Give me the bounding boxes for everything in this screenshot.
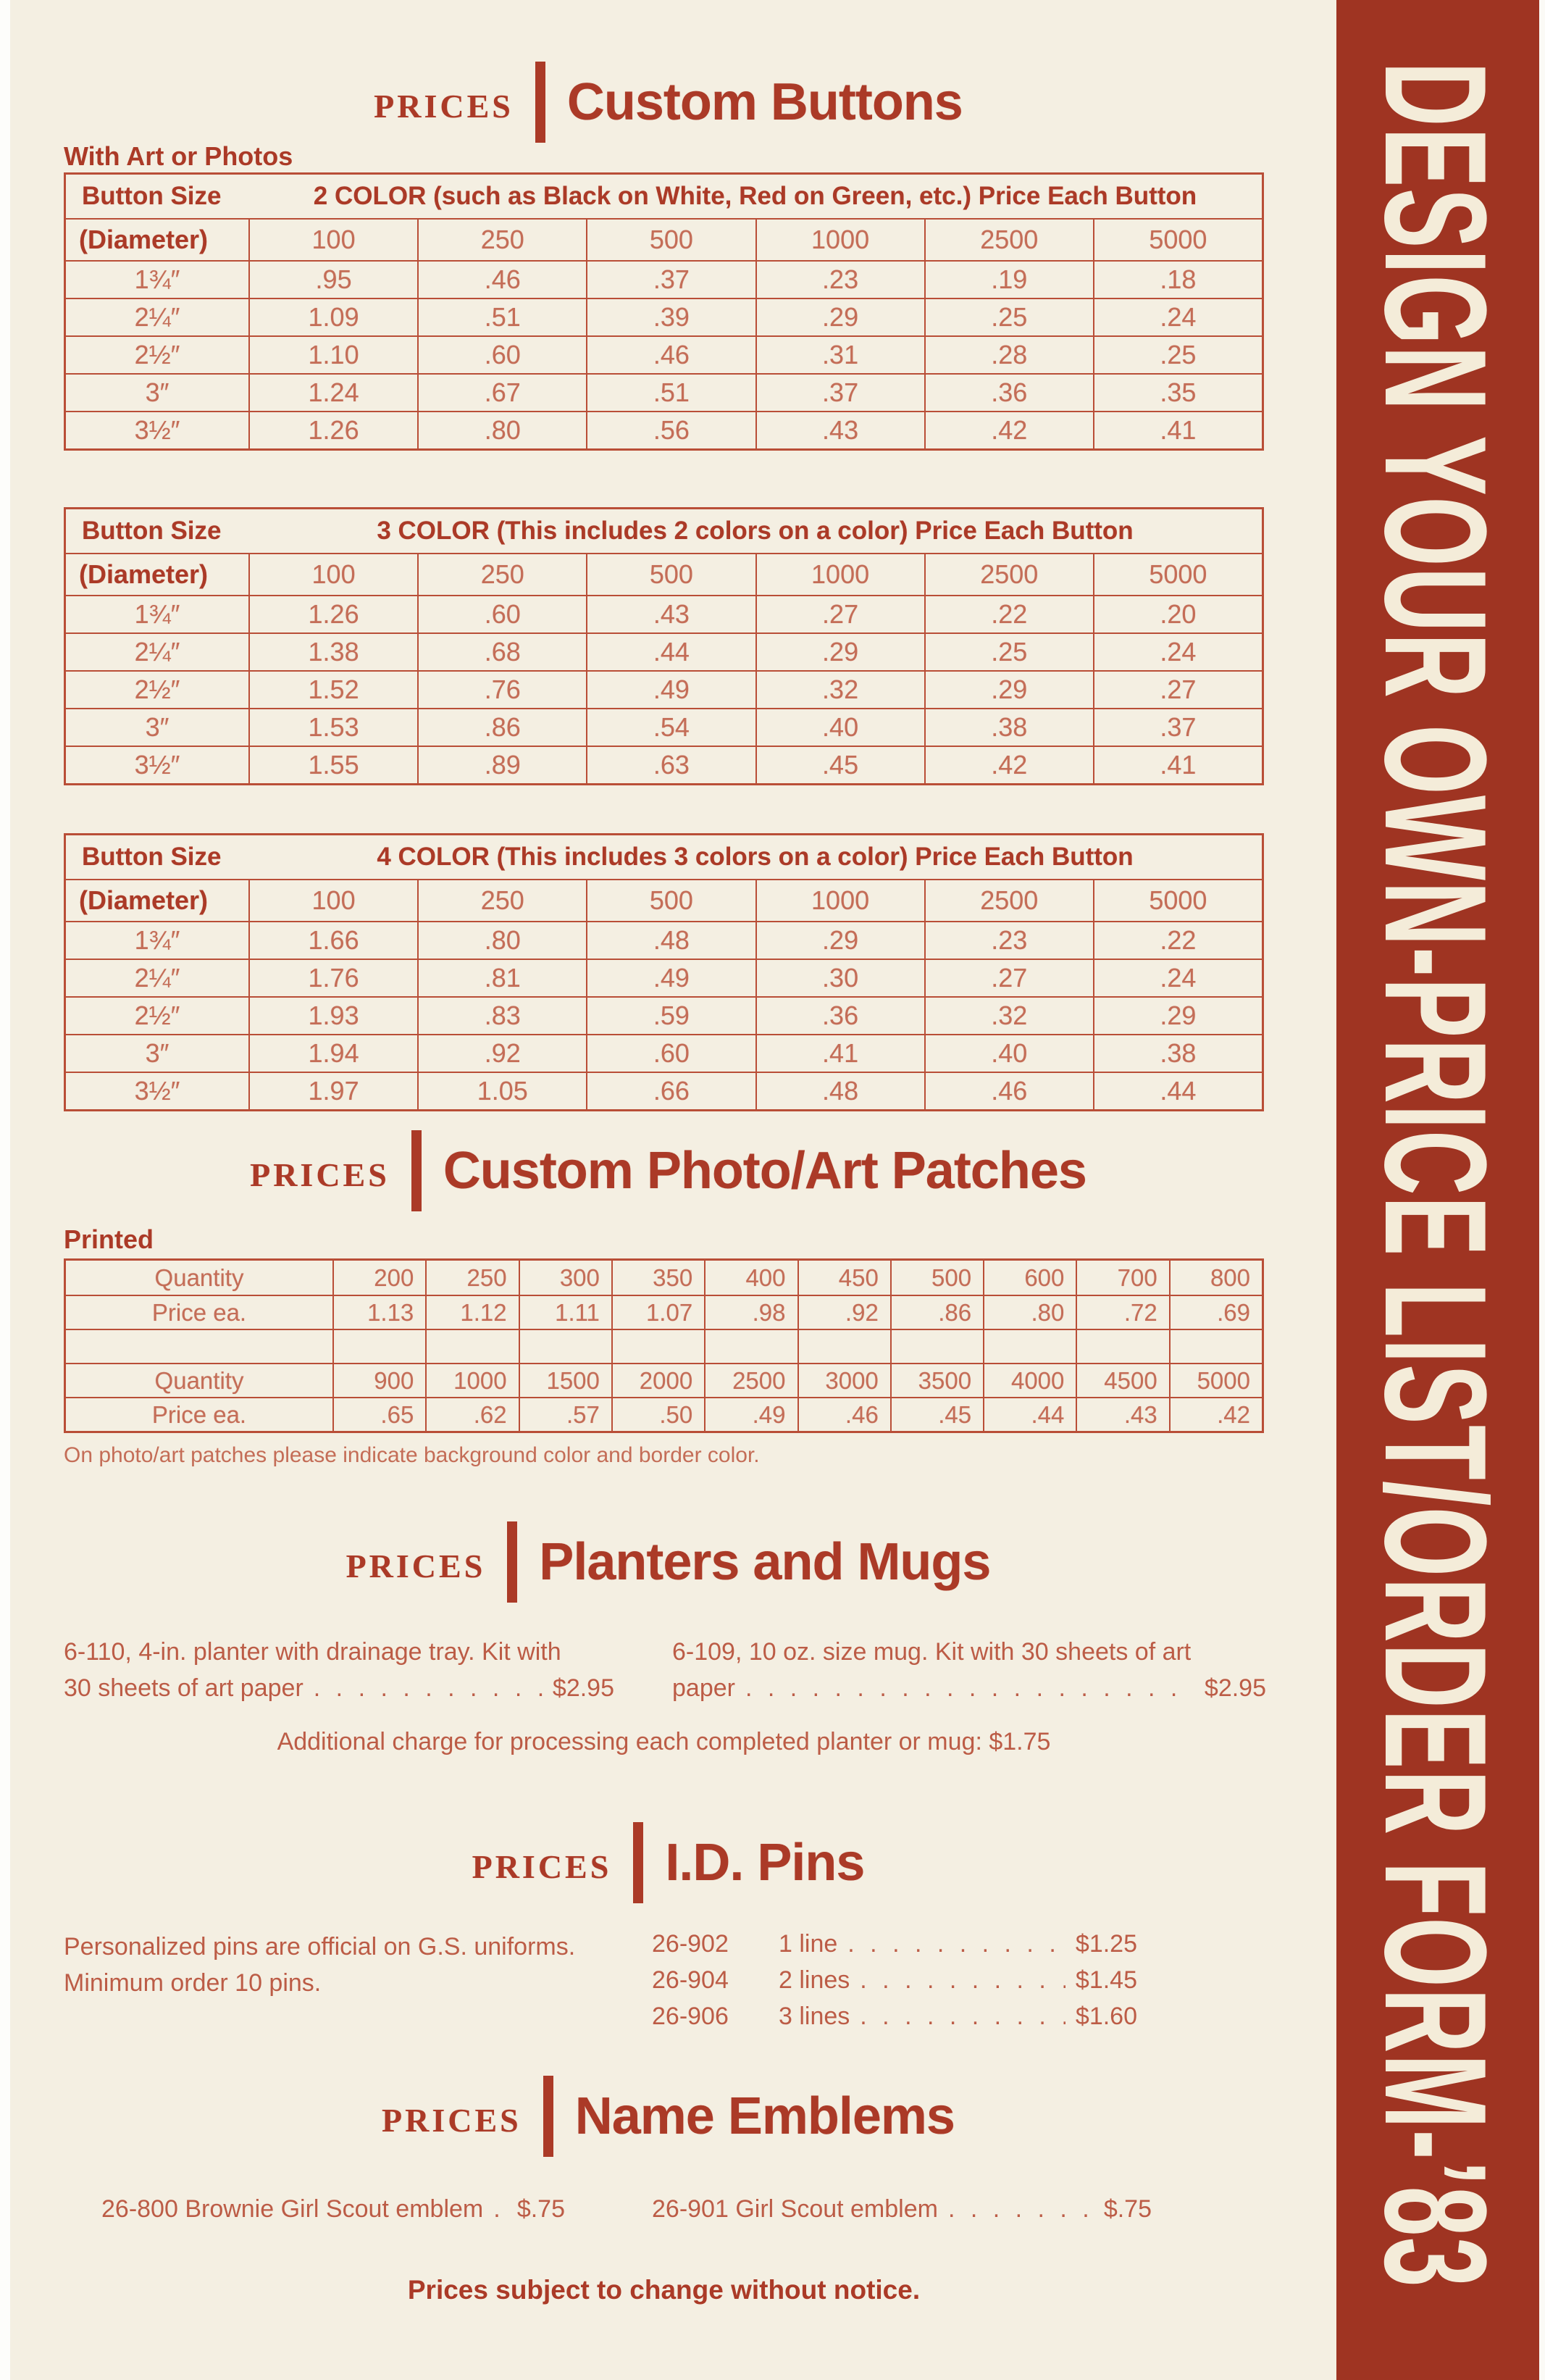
section-title-text: Name Emblems [574,2087,955,2145]
dot-leader [745,1670,1194,1706]
price-cell: .92 [797,1295,890,1329]
price-cell: .25 [924,632,1093,670]
dot-leader [493,2195,507,2224]
price-cell: .37 [755,373,924,411]
quantity-header-cell: 100 [248,879,417,921]
quantity-cell: 300 [519,1261,611,1295]
pin-item-row [652,1998,1137,2034]
price-cell: .29 [755,632,924,670]
price-row-label-cell: Price ea. [66,1397,332,1431]
price-cell: 1.12 [425,1295,518,1329]
price-cell: 1.97 [248,1072,417,1109]
quantity-header-cell: 5000 [1093,879,1262,921]
price-cell: .46 [797,1397,890,1431]
price-cell: .63 [586,746,755,783]
pin-item-code: 26-906 [652,2003,729,2030]
prices-kicker: PRICES [374,87,514,125]
price-cell: .27 [1093,670,1262,708]
planter-item-line2 [672,1670,1266,1706]
price-cell: .18 [1093,260,1262,298]
color-header-cell: 4 COLOR (This includes 3 colors on a color) Price Each Button [377,843,1134,871]
subheading-printed: Printed [64,1224,154,1254]
blank-cell [983,1329,1076,1363]
button-size-cell: 1¾″ [66,921,248,959]
pins-description-line2: Minimum order 10 pins. [64,1969,322,1997]
price-cell: 1.38 [248,632,417,670]
quantity-header-cell: 2500 [924,879,1093,921]
quantity-cell: 1500 [519,1363,611,1397]
pin-item-label: 2 lines [779,1966,850,1994]
price-cell: .92 [417,1034,586,1072]
price-cell: .98 [704,1295,797,1329]
price-cell: .24 [1093,959,1262,996]
price-cell: .81 [417,959,586,996]
scan-edge-right [1539,0,1545,2380]
price-cell: .76 [417,670,586,708]
price-cell: .27 [924,959,1093,996]
quantity-header-cell: 100 [248,218,417,260]
price-cell: .59 [586,996,755,1034]
price-cell: .40 [755,708,924,746]
price-cell: .20 [1093,595,1262,632]
quantity-cell: 3000 [797,1363,890,1397]
price-cell: .31 [755,335,924,373]
quantity-row-label-cell: Quantity [66,1363,332,1397]
price-cell: .50 [611,1397,704,1431]
blank-row-label-cell [66,1329,332,1363]
section-title-id-pins [0,1822,1336,1903]
pins-price-list [652,1926,1137,2034]
button-size-cell: 2¼″ [66,959,248,996]
price-cell: .43 [1076,1397,1168,1431]
emblem-item-price: $.75 [1103,2195,1152,2223]
emblem-item-row [101,2195,565,2224]
price-cell: .29 [755,298,924,335]
quantity-header-cell: 5000 [1093,218,1262,260]
price-cell: 1.26 [248,411,417,448]
title-separator-bar [411,1130,422,1211]
planter-item-price: $2.95 [1204,1674,1266,1702]
price-cell: .56 [586,411,755,448]
diameter-row-label-cell: (Diameter) [66,218,248,260]
pin-item-code: 26-904 [652,1966,729,1994]
price-cell: .37 [1093,708,1262,746]
price-table-3-color [64,507,1264,785]
quantity-cell: 700 [1076,1261,1168,1295]
blank-cell [332,1329,425,1363]
quantity-cell: 1000 [425,1363,518,1397]
price-cell: .49 [586,959,755,996]
quantity-header-cell: 1000 [755,553,924,595]
title-separator-bar [543,2076,553,2157]
color-header-cell: 3 COLOR (This includes 2 colors on a color) Price Each Button [377,517,1134,545]
price-cell: .62 [425,1397,518,1431]
quantity-cell: 600 [983,1261,1076,1295]
quantity-header-cell: 1000 [755,218,924,260]
price-cell: .22 [924,595,1093,632]
price-cell: .40 [924,1034,1093,1072]
price-cell: .49 [704,1397,797,1431]
price-cell: 1.66 [248,921,417,959]
quantity-header-cell: 500 [586,218,755,260]
section-title-text: Custom Photo/Art Patches [443,1142,1086,1200]
patches-price-table [64,1258,1264,1433]
price-cell: .95 [248,260,417,298]
quantity-header-cell: 500 [586,879,755,921]
dot-leader [847,1926,1065,1962]
button-size-corner-cell: Button Size [82,843,222,871]
price-cell: 1.11 [519,1295,611,1329]
button-size-cell: 2½″ [66,335,248,373]
prices-kicker: PRICES [346,1547,486,1584]
price-cell: .48 [586,921,755,959]
button-size-cell: 3½″ [66,746,248,783]
planter-item-line1: 6-109, 10 oz. size mug. Kit with 30 sheets of art [672,1638,1192,1666]
planters-surcharge: Additional charge for processing each completed planter or mug: $1.75 [277,1728,1051,1755]
button-size-cell: 3″ [66,1034,248,1072]
quantity-row-label-cell: Quantity [154,1264,244,1291]
sidebar-band [1336,0,1539,2380]
section-title-text: I.D. Pins [665,1834,865,1892]
price-table-4-color [64,833,1264,1111]
emblem-item-label: 26-901 Girl Scout emblem [652,2195,938,2223]
title-separator-bar [535,62,545,143]
price-cell: .29 [755,921,924,959]
price-cell: .25 [924,298,1093,335]
quantity-cell: 250 [425,1261,518,1295]
title-separator-bar [507,1521,517,1603]
button-size-cell: 2¼″ [66,632,248,670]
quantity-header-cell: 5000 [1093,553,1262,595]
price-cell: .80 [417,921,586,959]
price-cell: .43 [755,411,924,448]
price-cell: .32 [755,670,924,708]
dot-leader [860,1998,1065,2034]
price-cell: .25 [1093,335,1262,373]
price-cell: .60 [417,335,586,373]
price-cell: .89 [417,746,586,783]
quantity-header-cell: 1000 [755,879,924,921]
price-cell: .83 [417,996,586,1034]
price-cell: .44 [586,632,755,670]
planter-item-line1: 6-110, 4-in. planter with drainage tray. Kit with [64,1638,561,1666]
price-cell: .28 [924,335,1093,373]
button-size-corner-cell: Button Size [82,517,222,545]
planter-item-line2 [64,1670,614,1706]
planter-item [672,1634,1266,1706]
button-size-cell: 1¾″ [66,260,248,298]
price-cell: .37 [586,260,755,298]
price-cell: .38 [924,708,1093,746]
quantity-cell: 500 [890,1261,983,1295]
section-title-patches [0,1130,1336,1211]
quantity-cell: 450 [797,1261,890,1295]
price-cell: .19 [924,260,1093,298]
price-cell: .54 [586,708,755,746]
price-cell: .45 [890,1397,983,1431]
price-cell: .49 [586,670,755,708]
pin-item-code: 26-902 [652,1930,729,1958]
button-size-cell: 1¾″ [66,595,248,632]
quantity-cell: 2000 [611,1363,704,1397]
title-separator-bar [633,1822,643,1903]
quantity-header-cell: 100 [248,553,417,595]
price-cell: .86 [417,708,586,746]
price-cell: .24 [1093,632,1262,670]
price-cell: .27 [755,595,924,632]
price-cell: .30 [755,959,924,996]
pin-item-price: $1.45 [1075,1966,1137,1994]
prices-kicker: PRICES [382,2101,522,2139]
price-cell: .41 [755,1034,924,1072]
quantity-header-cell: 2500 [924,553,1093,595]
price-cell: .46 [417,260,586,298]
price-cell: .60 [586,1034,755,1072]
price-cell: .29 [924,670,1093,708]
blank-cell [797,1329,890,1363]
price-cell: .86 [890,1295,983,1329]
price-cell: .80 [983,1295,1076,1329]
price-cell: .36 [924,373,1093,411]
planters-items [64,1634,1264,1706]
diameter-row-label-cell: (Diameter) [66,553,248,595]
price-cell: .39 [586,298,755,335]
price-cell: .48 [755,1072,924,1109]
price-cell: .45 [755,746,924,783]
price-cell: .42 [1169,1397,1262,1431]
price-cell: 1.26 [248,595,417,632]
price-cell: .23 [755,260,924,298]
blank-cell [890,1329,983,1363]
quantity-cell: 400 [704,1261,797,1295]
price-cell: .41 [1093,411,1262,448]
blank-cell [1076,1329,1168,1363]
subheading-with-art-or-photos: With Art or Photos [64,141,293,171]
button-size-cell: 3″ [66,373,248,411]
pin-item-price: $1.60 [1075,2003,1137,2030]
pins-description-line1: Personalized pins are official on G.S. uniforms. [64,1933,576,1961]
dot-leader [314,1670,543,1706]
price-cell: 1.07 [611,1295,704,1329]
price-cell: .22 [1093,921,1262,959]
price-cell: .42 [924,746,1093,783]
emblem-item-label: 26-800 Brownie Girl Scout emblem [101,2195,484,2223]
blank-cell [704,1329,797,1363]
planter-item-label: paper [672,1674,735,1702]
quantity-cell: 4000 [983,1363,1076,1397]
sidebar-vertical-title: DESIGN YOUR OWN-PRICE LIST/ORDER FORM-’83 [1355,62,1516,2288]
button-size-cell: 2½″ [66,670,248,708]
pin-item-price: $1.25 [1075,1930,1137,1958]
section-title-text: Custom Buttons [566,73,963,131]
section-title-custom-buttons [0,62,1336,143]
price-cell: .46 [924,1072,1093,1109]
price-cell: 1.09 [248,298,417,335]
prices-kicker: PRICES [250,1156,390,1193]
pin-item-label: 1 line [779,1930,838,1958]
price-cell: .51 [586,373,755,411]
price-cell: 1.10 [248,335,417,373]
price-cell: .69 [1169,1295,1262,1329]
price-cell: .66 [586,1072,755,1109]
footer-notice: Prices subject to change without notice. [407,2275,921,2305]
quantity-cell: 200 [332,1261,425,1295]
quantity-cell: 900 [332,1363,425,1397]
quantity-header-cell: 500 [586,553,755,595]
quantity-cell: 2500 [704,1363,797,1397]
price-cell: .36 [755,996,924,1034]
price-cell: 1.93 [248,996,417,1034]
blank-cell [519,1329,611,1363]
price-row-label-cell: Price ea. [66,1295,332,1329]
dot-leader [948,2195,1094,2224]
price-cell: 1.94 [248,1034,417,1072]
section-title-name-emblems [0,2076,1336,2157]
pins-description [64,1929,716,2001]
price-cell: .60 [417,595,586,632]
price-cell: 1.53 [248,708,417,746]
prices-kicker: PRICES [472,1847,612,1885]
planter-item-label: 30 sheets of art paper [64,1674,303,1702]
patches-note: On photo/art patches please indicate background color and border color. [64,1443,760,1467]
section-title-planters [0,1521,1336,1603]
price-cell: .35 [1093,373,1262,411]
blank-cell [611,1329,704,1363]
pin-item-row [652,1926,1137,1962]
pin-item-label: 3 lines [779,2003,850,2030]
quantity-cell: 5000 [1169,1363,1262,1397]
price-cell: .44 [983,1397,1076,1431]
diameter-row-label-cell: (Diameter) [66,879,248,921]
price-cell: .42 [924,411,1093,448]
dot-leader [860,1962,1065,1998]
price-cell: 1.05 [417,1072,586,1109]
section-title-text: Planters and Mugs [539,1533,991,1591]
price-cell: 1.24 [248,373,417,411]
price-table-2-color [64,172,1264,451]
button-size-cell: 3½″ [66,1072,248,1109]
planter-item-price: $2.95 [552,1674,614,1702]
price-cell: .80 [417,411,586,448]
quantity-cell: 350 [611,1261,704,1295]
pin-item-row [652,1962,1137,1998]
price-cell: 1.55 [248,746,417,783]
price-cell: .43 [586,595,755,632]
button-size-cell: 2¼″ [66,298,248,335]
price-cell: .32 [924,996,1093,1034]
color-header-cell: 2 COLOR (such as Black on White, Red on Green, etc.) Price Each Button [313,182,1197,210]
quantity-header-cell: 250 [417,218,586,260]
price-cell: 1.76 [248,959,417,996]
quantity-header-cell: 250 [417,879,586,921]
price-cell: 1.52 [248,670,417,708]
price-cell: .72 [1076,1295,1168,1329]
price-cell: 1.13 [332,1295,425,1329]
price-cell: .29 [1093,996,1262,1034]
price-cell: .24 [1093,298,1262,335]
quantity-cell: 4500 [1076,1363,1168,1397]
price-cell: .68 [417,632,586,670]
quantity-cell: 3500 [890,1363,983,1397]
emblem-item-price: $.75 [516,2195,565,2223]
quantity-header-cell: 250 [417,553,586,595]
button-size-cell: 3″ [66,708,248,746]
blank-cell [425,1329,518,1363]
price-cell: .44 [1093,1072,1262,1109]
price-cell: .23 [924,921,1093,959]
price-cell: .41 [1093,746,1262,783]
emblems-items [101,2195,1210,2224]
price-cell: .46 [586,335,755,373]
price-cell: .51 [417,298,586,335]
price-cell: .65 [332,1397,425,1431]
price-cell: .67 [417,373,586,411]
button-size-cell: 3½″ [66,411,248,448]
price-cell: .38 [1093,1034,1262,1072]
planter-item [64,1634,614,1706]
button-size-cell: 2½″ [66,996,248,1034]
quantity-cell: 800 [1169,1261,1262,1295]
button-size-corner-cell: Button Size [82,182,222,210]
blank-cell [1169,1329,1262,1363]
emblem-item-row [652,2195,1152,2224]
quantity-header-cell: 2500 [924,218,1093,260]
price-cell: .57 [519,1397,611,1431]
